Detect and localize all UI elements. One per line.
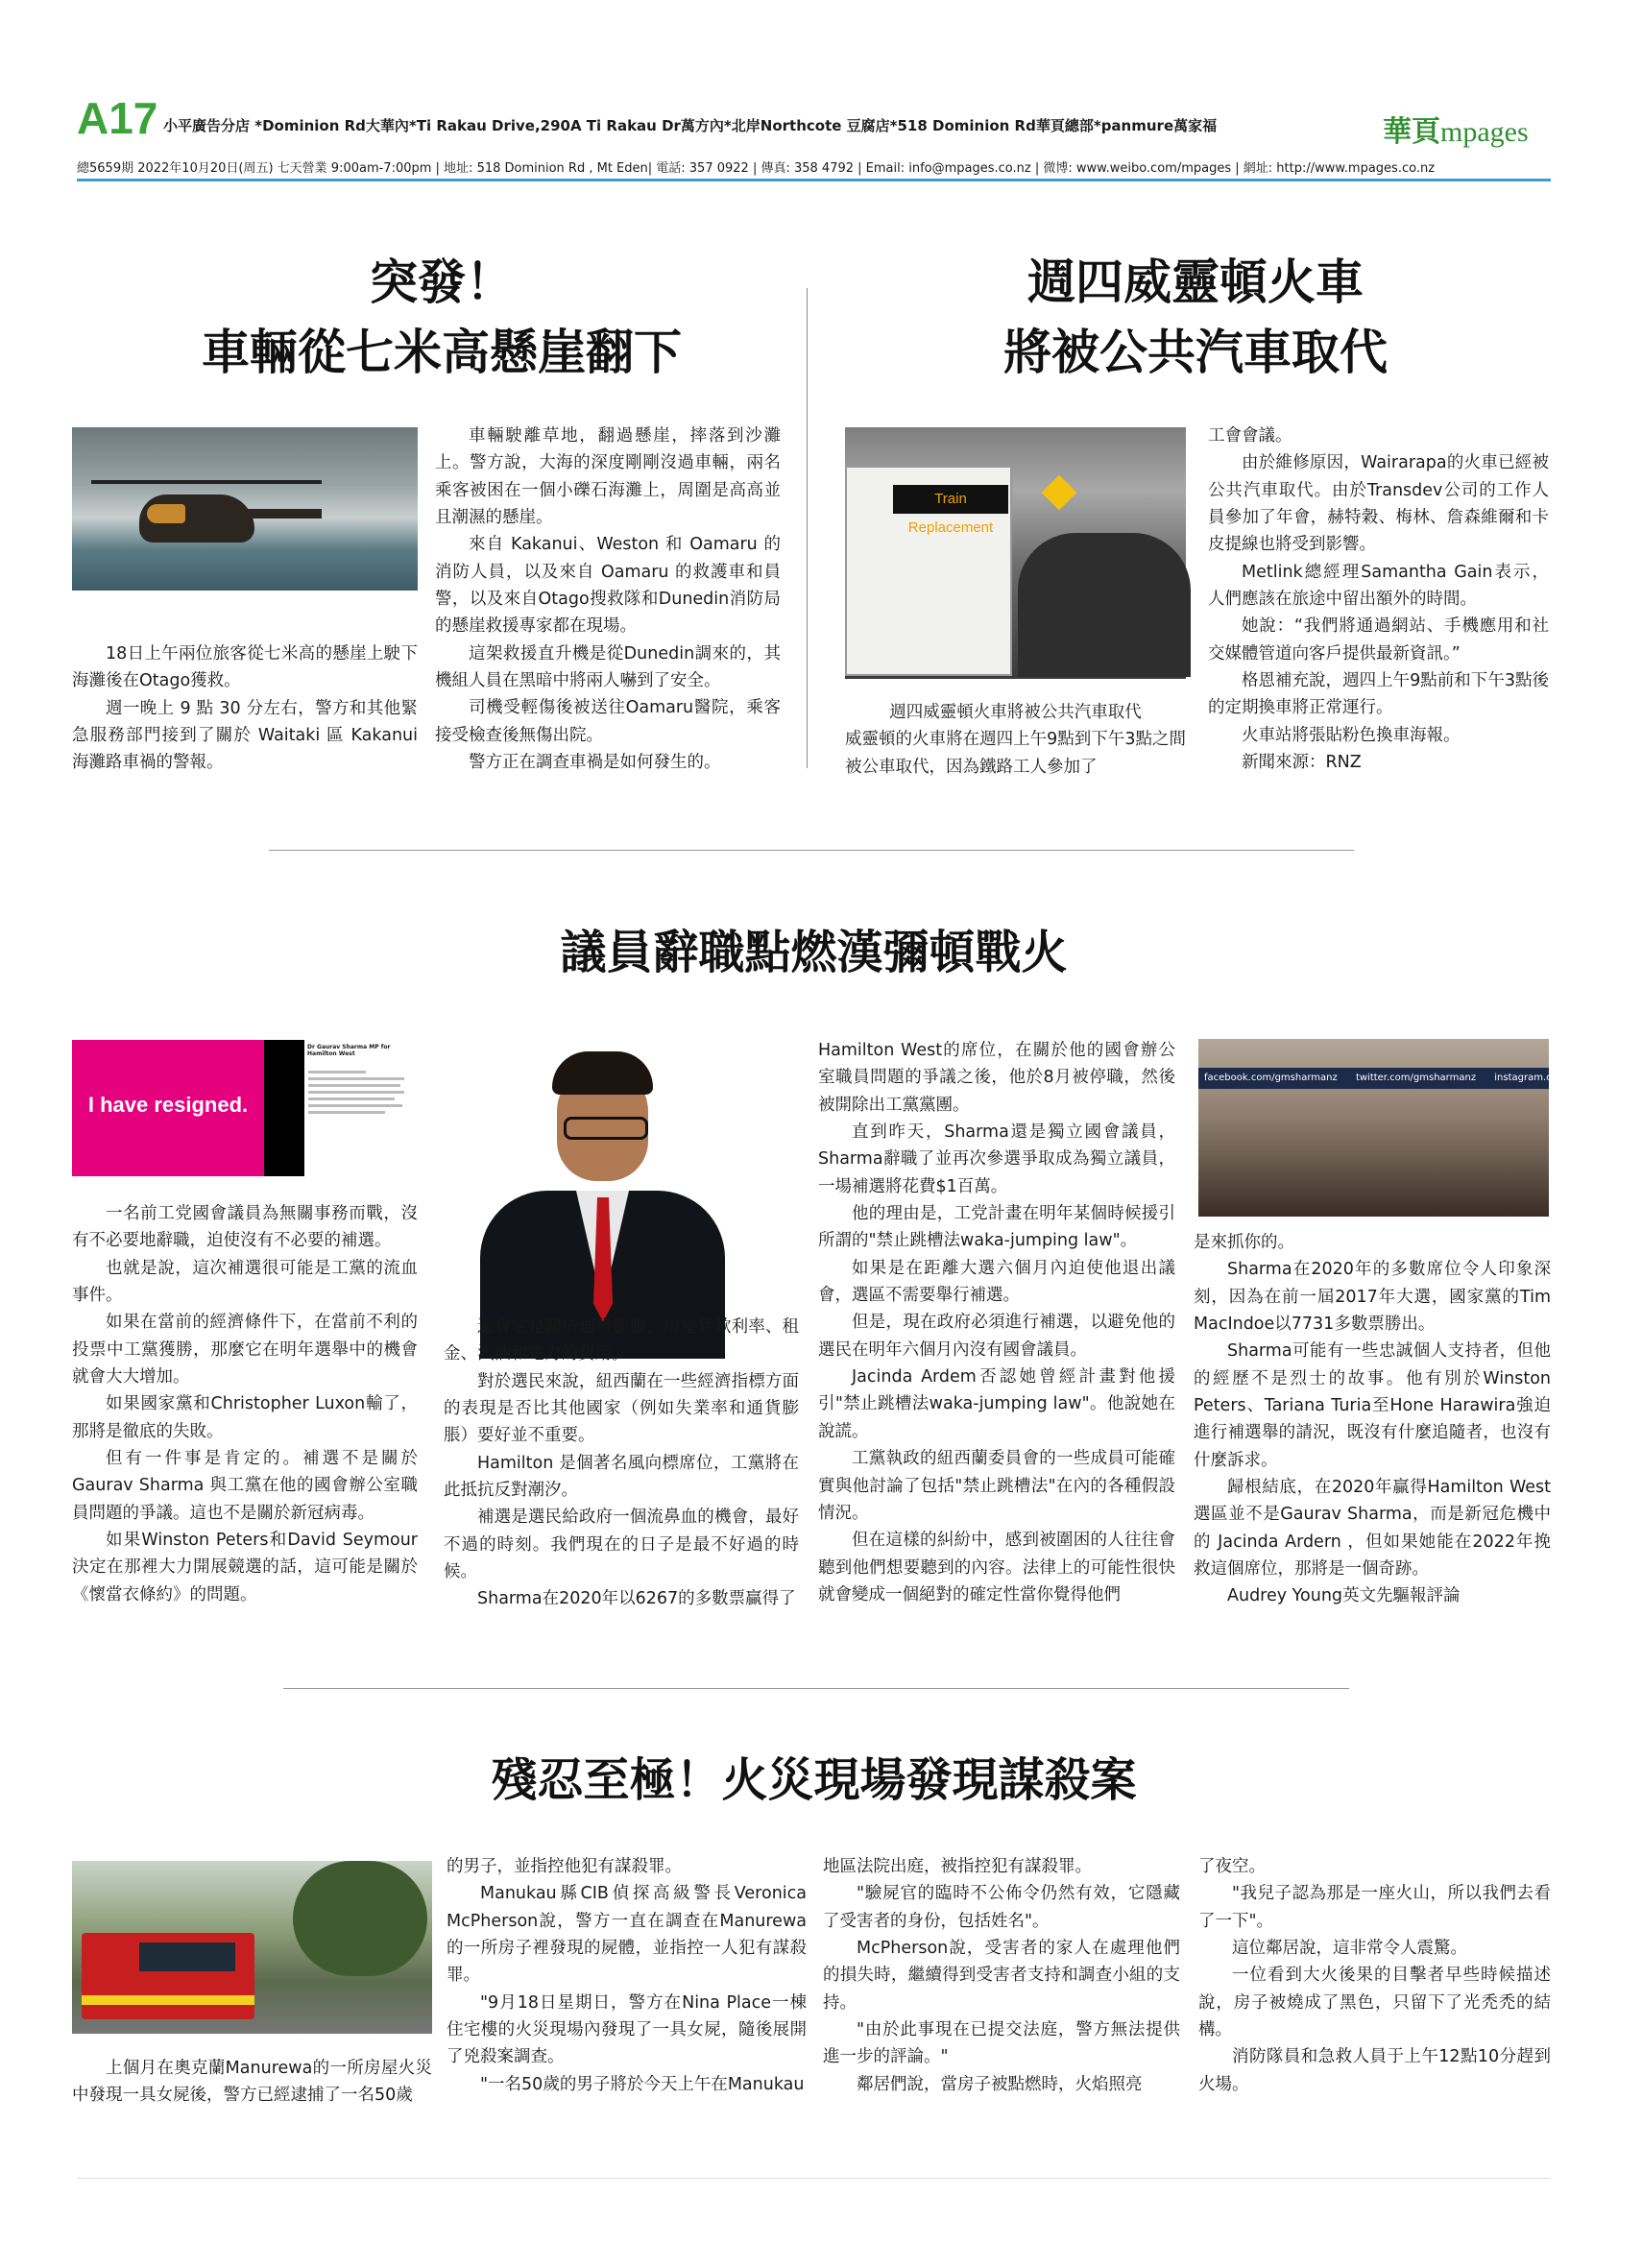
article3-paragraph: 但在這樣的糾紛中，感到被圍困的人往往會聽到他們想要聽到的內容。法律上的可能性很快就會變成一個絕對的確定性當你覺得他們 bbox=[818, 1531, 1175, 1604]
tweet-text-line bbox=[308, 1077, 404, 1080]
article1-col1 bbox=[72, 640, 418, 777]
article2-paragraph: 由於維修原因，Wairarapa的火車已經被公共汽車取代。由於Transdev公司的工作人員參加了年會，赫特穀、梅林、詹森維爾和卡皮提線也將受到影響。 bbox=[1208, 453, 1549, 555]
truck-stripe-shape bbox=[82, 1995, 254, 2005]
article3-paragraph: Jacinda Ardem否認她曾經計畫對他援引"禁止跳槽法waka-jumping law"。他說她在說謊。 bbox=[818, 1367, 1175, 1441]
article4-paragraph: "我兒子認為那是一座火山，所以我們去看了一下"。 bbox=[1198, 1884, 1551, 1931]
article2-title bbox=[845, 248, 1546, 387]
tweet-text-line bbox=[308, 1071, 366, 1074]
article2-title-line2: 將被公共汽車取代 bbox=[1003, 324, 1388, 380]
footer-rule bbox=[77, 2178, 1551, 2179]
article2-caption-title: 週四威靈頓火車將被公共汽車取代 bbox=[889, 703, 1142, 722]
article4-paragraph: 這位鄰居說，這非常令人震驚。 bbox=[1232, 1939, 1467, 1959]
article2-paragraph: Metlink總經理Samantha Gain表示，人們應該在旅途中留出額外的時間。 bbox=[1208, 562, 1549, 610]
helicopter-tail-shape bbox=[245, 509, 322, 519]
article3-paragraph: 也就是說，這次補選很可能是工黨的流血事件。 bbox=[72, 1258, 418, 1306]
article4-paragraph: "9月18日星期日，警方在Nina Place一棟住宅樓的火災現場內發現了一具女屍，隨後展開了兇殺案調查。 bbox=[447, 1992, 807, 2067]
tweet-text-line bbox=[308, 1098, 395, 1100]
article3-paragraph: 工黨執政的紐西蘭委員會的一些成員可能確實與他討論了包括"禁止跳槽法"在內的各種假設情況。 bbox=[818, 1449, 1175, 1523]
tree-shape bbox=[293, 1861, 427, 1976]
article4-paragraph: "一名50歲的男子將於今天上午在Manukau bbox=[480, 2074, 805, 2094]
article3-col4 bbox=[1194, 1229, 1551, 1610]
article1-paragraph: 警方正在調查車禍是如何發生的。 bbox=[469, 753, 721, 773]
article2-paragraph: 火車站將張貼粉色換車海報。 bbox=[1242, 725, 1461, 745]
helicopter-photo bbox=[72, 427, 418, 591]
article3-paragraph: 他的理由是，工党計畫在明年某個時候援引所謂的"禁止跳槽法waka-jumping law"。 bbox=[818, 1204, 1175, 1251]
article4-paragraph: 一位看到大火後果的目擊者早些時候描述說，房子被燒成了黑色，只留下了光禿禿的結構。 bbox=[1198, 1966, 1551, 2040]
article1-title-line2: 車輛從七米高懸崖翻下 bbox=[202, 324, 682, 380]
article4-col1 bbox=[72, 2055, 432, 2110]
article2-caption bbox=[845, 699, 1186, 781]
twitter-handle: twitter.com/gmsharmanz bbox=[1355, 1073, 1477, 1083]
article3-paragraph: Sharma在2020年以6267的多數票贏得了 bbox=[477, 1589, 796, 1609]
article1-paragraph: 這架救援直升機是從Dunedin調來的，其機組人員在黑暗中將兩人嚇到了安全。 bbox=[435, 643, 781, 691]
article3-paragraph: Audrey Young英文先驅報評論 bbox=[1227, 1586, 1461, 1606]
article1-paragraph: 週一晚上 9 點 30 分左右，警方和其他緊急服務部門接到了關於 Waitaki 區 Kakanui 海灘路車禍的警報。 bbox=[72, 698, 418, 773]
article3-title: 議員辭職點燃漢彌頓戰火 bbox=[560, 926, 1068, 979]
article4-paragraph: "由於此事現在已提交法庭，警方無法提供進一步的評論。" bbox=[823, 2020, 1180, 2067]
tweet-text-line bbox=[308, 1111, 385, 1114]
section-divider bbox=[283, 1688, 1349, 1689]
hair-shape bbox=[552, 1051, 653, 1095]
article3-paragraph: 這肯定是關於通貨膨脹、房屋貸款利率、租金、汽油和電力的費用。 bbox=[444, 1317, 799, 1364]
article1-paragraph: 來自 Kakanui、Weston 和 Oamaru 的消防人員，以及來自 Oamaru 的救護車和員警，以及來自Otago搜救隊和Dunedin消防局的懸崖救援專家都在現場。 bbox=[435, 535, 781, 637]
header-rule bbox=[77, 179, 1551, 181]
resigned-graphic bbox=[72, 1040, 418, 1176]
article1-col2 bbox=[435, 422, 781, 776]
article1-paragraph: 車輛駛離草地，翻過懸崖，摔落到沙灘上。警方說，大海的深度剛剛沒過車輛，兩名乘客被困在一個小礫石海灘上，周圍是高高並且潮濕的懸崖。 bbox=[435, 426, 781, 528]
article3-paragraph: 如果是在距離大選六個月內迫使他退出議會，選區不需要舉行補選。 bbox=[818, 1258, 1175, 1306]
branch-list: 小平廣告分店 *Dominion Rd大華內*Ti Rakau Drive,290A Ti Rakau Dr萬方內*北岸Northcote 豆腐店*518 Dominion Rd華頁總部*panmure萬家福 bbox=[163, 117, 1218, 134]
article4-col3 bbox=[823, 1853, 1180, 2098]
article3-paragraph: 是來抓你的。 bbox=[1194, 1233, 1294, 1252]
article3-paragraph: 對於選民來說，紐西蘭在一些經濟指標方面的表現是否比其他國家（例如失業率和通貨膨脹）要好並不重要。 bbox=[444, 1371, 799, 1446]
article1-title bbox=[77, 248, 807, 387]
article3-paragraph: 如果國家黨和Christopher Luxon輸了，那將是徹底的失敗。 bbox=[72, 1394, 418, 1441]
tweet-text-line bbox=[308, 1091, 404, 1094]
article3-paragraph: 補選是選民給政府一個流鼻血的機會，最好不過的時刻。我們現在的日子是最不好過的時候。 bbox=[444, 1508, 799, 1582]
logo-en: mpages bbox=[1440, 116, 1529, 148]
section-divider bbox=[269, 850, 1354, 851]
article3-col3 bbox=[818, 1037, 1175, 1608]
article4-paragraph: 上個月在奧克蘭Manurewa的一所房屋火災中發現一具女屍後，警方已經逮捕了一名50歲 bbox=[72, 2059, 432, 2106]
bus-destination-sign: Train Replacement bbox=[893, 485, 1008, 514]
mpages-logo bbox=[1383, 108, 1529, 150]
article3-paragraph: 直到昨天，Sharma還是獨立國會議員，Sharma辭職了並再次參選爭取成為獨立議員，一場補選將花費$1百萬。 bbox=[818, 1122, 1175, 1196]
article3-paragraph: Sharma在2020年的多數席位令人印象深刻，因為在前一屆2017年大選，國家黨的Tim MacIndoe以7731多數票勝出。 bbox=[1194, 1260, 1551, 1335]
tweet-author: Dr Gaurav Sharma MP for Hamilton West bbox=[307, 1044, 391, 1057]
article1-paragraph: 司機受輕傷後被送往Oamaru醫院，乘客接受檢查後無傷出院。 bbox=[435, 698, 781, 745]
column-divider bbox=[807, 288, 808, 768]
article2-paragraph: 工會會議。 bbox=[1208, 426, 1292, 446]
article4-paragraph: "驗屍官的臨時不公佈令仍然有效，它隱藏了受害者的身份，包括姓名"。 bbox=[823, 1884, 1180, 1931]
article3-paragraph: 但是，現在政府必須進行補選，以避免他的選民在明年六個月內沒有國會議員。 bbox=[818, 1313, 1175, 1360]
resigned-text: I have resigned. bbox=[87, 1093, 249, 1117]
instagram-handle: instagram.com/gmsharmanz bbox=[1494, 1073, 1633, 1083]
article4-paragraph: 鄰居們說，當房子被點燃時，火焰照亮 bbox=[857, 2074, 1143, 2094]
tweet-screenshot bbox=[264, 1040, 418, 1176]
article3-paragraph: 一名前工党國會議員為無關事務而戰，沒有不必要地辭職，迫使沒有不必要的補選。 bbox=[72, 1204, 418, 1251]
article4-paragraph: 了夜空。 bbox=[1198, 1857, 1266, 1876]
article4-paragraph: 的男子，並指控他犯有謀殺罪。 bbox=[447, 1857, 682, 1876]
article3-paragraph: 歸根結底，在2020年贏得Hamilton West選區並不是Gaurav Sharma，而是新冠危機中的 Jacinda Ardern ，但如果她能在2022年挽救這個席位，那將是一個奇跡。 bbox=[1194, 1478, 1551, 1580]
truck-window-shape bbox=[139, 1942, 235, 1971]
article2-title-line1: 週四威靈頓火車 bbox=[1027, 254, 1364, 310]
article3-paragraph: Hamilton 是個著名風向標席位，工黨將在此抵抗反對潮汐。 bbox=[444, 1453, 799, 1501]
article2-paragraph: 格恩補充說，週四上午9點前和下午3點後的定期換車將正常運行。 bbox=[1208, 671, 1549, 718]
article3-paragraph: 如果Winston Peters和David Seymour決定在那裡大力開展競選的話，這可能是關於《懷當衣條約》的問題。 bbox=[72, 1531, 418, 1604]
facebook-handle: facebook.com/gmsharmanz bbox=[1204, 1073, 1338, 1083]
article4-paragraph: 地區法院出庭，被指控犯有謀殺罪。 bbox=[823, 1857, 1092, 1876]
article1-title-line1: 突發！ bbox=[370, 254, 514, 310]
tweet-text-line bbox=[308, 1104, 402, 1107]
issue-info-bar: 總5659期 2022年10月20日(周五) 七天營業 9:00am-7:00pm | 地址: 518 Dominion Rd , Mt Eden| 電話: 357 0922 | 傳真: 358 4792 | Email: info@mpages.co.nz | 微博: www.weibo.com/mpages | 網址: http://www.mpages.co.nz bbox=[77, 161, 1436, 176]
mp-portrait-photo bbox=[456, 1042, 749, 1344]
warning-sign-shape bbox=[1042, 475, 1077, 511]
social-media-bar bbox=[1198, 1068, 1633, 1089]
tweet-text-line bbox=[308, 1084, 400, 1087]
article3-paragraph: 如果在當前的經濟條件下，在當前不利的投票中工黨獲勝，那麼它在明年選舉中的機會就會大大增加。 bbox=[72, 1313, 418, 1387]
article3-paragraph: Sharma可能有一些忠誠個人支持者，但他的經歷不是烈士的故事。他有別於Winston Peters、Tariana Turia至Hone Harawira強迫進行補選舉的請況，既沒有什麼追隨者，也沒有什麼訴求。 bbox=[1194, 1341, 1551, 1470]
article1-paragraph: 18日上午兩位旅客從七米高的懸崖上駛下海灘後在Otago獲救。 bbox=[72, 644, 418, 691]
article2-paragraph: 新聞來源：RNZ bbox=[1242, 753, 1362, 773]
article3-paragraph: Hamilton West的席位，在關於他的國會辦公室職員問題的爭議之後，他於8月被停職，然後被開除出工黨黨團。 bbox=[818, 1041, 1175, 1115]
page-number: A17 bbox=[77, 93, 158, 143]
fire-truck-photo bbox=[72, 1861, 432, 2034]
article4-paragraph: Manukau縣CIB偵探高級警長Veronica McPherson說，警方一直在調查在Manurewa的一所房子裡發現的屍體，並指控一人犯有謀殺罪。 bbox=[447, 1884, 807, 1986]
article3-col1 bbox=[72, 1200, 418, 1608]
logo-cn: 華頁 bbox=[1383, 115, 1440, 149]
article4-col4 bbox=[1198, 1853, 1551, 2098]
article3-paragraph: 但有一件事是肯定的。補選不是關於Gaurav Sharma 與工黨在他的國會辦公室職員問題的爭議。這也不是關於新冠病毒。 bbox=[72, 1449, 418, 1523]
article2-paragraph: 她說：“我們將通過網站、手機應用和社交媒體管道向客戶提供最新資訊。” bbox=[1208, 616, 1549, 664]
passengers-shape bbox=[1018, 533, 1191, 677]
article3-col2 bbox=[444, 1314, 799, 1613]
article2-col2 bbox=[1208, 422, 1549, 776]
train-replacement-bus-photo bbox=[845, 427, 1186, 679]
article4-paragraph: 消防隊員和急救人員于上午12點10分趕到火場。 bbox=[1198, 2047, 1551, 2094]
glasses-shape bbox=[564, 1117, 648, 1140]
rotor-shape bbox=[91, 480, 322, 484]
helicopter-window-shape bbox=[147, 504, 185, 523]
article4-paragraph: McPherson說，受害者的家人在處理他們的損失時，繼續得到受害者支持和調查小組的支持。 bbox=[823, 1939, 1180, 2013]
supporters-group-photo bbox=[1198, 1039, 1633, 1217]
article4-col2 bbox=[447, 1853, 807, 2098]
article4-title: 殘忍至極！火災現場發現謀殺案 bbox=[491, 1753, 1137, 1807]
article2-caption-text: 威靈頓的火車將在週四上午9點到下午3點之間被公車取代，因為鐵路工人參加了 bbox=[845, 730, 1186, 777]
